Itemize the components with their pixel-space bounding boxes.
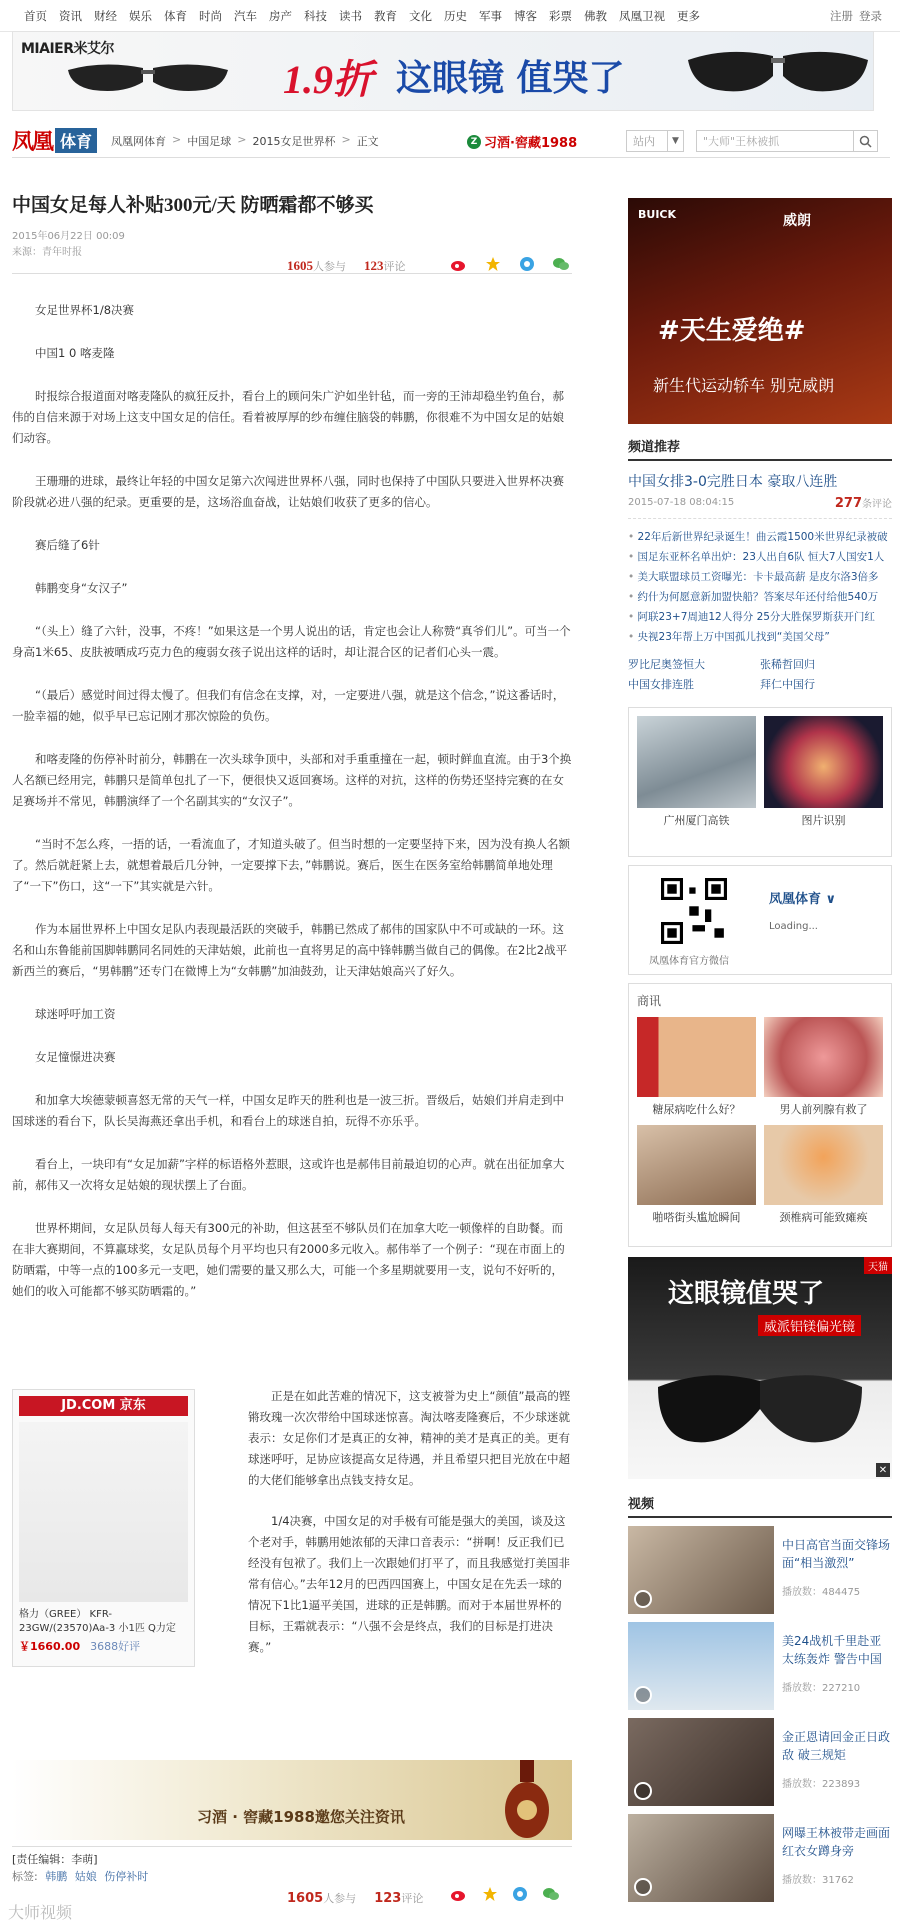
site-select-value: 站内 xyxy=(633,135,655,148)
article-paragraph: 世界杯期间，女足队员每人每天有300元的补助，但这甚至不够队员们在加拿大吃一顿像样的自助餐。而在非大赛期间，不算赢球奖，女足队员每个月平均也只有2000多元收入。郝伟举了一个例子：“现在市面上的防晒霜，中等一点的100多元一支吧，她们需要的量又那么大，可能一个多星期就要用一支，说句不好听的，她们的收入可能都不够买防晒霜的。” xyxy=(12,1221,565,1298)
business-image xyxy=(637,1017,756,1097)
article xyxy=(12,190,572,1324)
bottle-image xyxy=(502,1760,552,1840)
business-caption: 男人前列腺有救了 xyxy=(779,1103,868,1116)
breadcrumb xyxy=(111,133,379,149)
related-link[interactable]: 张稀哲回归 xyxy=(760,658,815,671)
buick-tagline: 新生代运动轿车 别克威朗 xyxy=(653,376,835,395)
star-icon[interactable] xyxy=(482,1886,498,1905)
article-source: 来源：青年时报 xyxy=(12,247,82,258)
liquor-ad[interactable] xyxy=(12,1760,572,1840)
jd-ad-reviews: 3688好评 xyxy=(90,1640,141,1653)
play-icon[interactable] xyxy=(634,1686,652,1704)
section-header xyxy=(12,124,890,158)
related-link[interactable]: 中国女排连胜 xyxy=(628,678,694,691)
sidebar xyxy=(628,198,892,1902)
photo-box xyxy=(628,707,892,857)
news-list-item[interactable]: • 约什为何愿意新加盟快船？答案尽年还付给他540万 xyxy=(628,587,892,607)
video-info xyxy=(782,1622,892,1710)
banner-brand: MIAIER米艾尔 xyxy=(21,41,115,57)
video-thumbnail xyxy=(628,1526,774,1614)
video-item[interactable] xyxy=(628,1526,892,1614)
article-paragraph: 女足憧憬进决赛 xyxy=(35,1050,116,1064)
search-icon[interactable] xyxy=(853,131,877,151)
article-paragraph: 1/4决赛，中国女足的对手极有可能是强大的美国，谈及这个老对手，韩鹏用她浓郁的天津口音表示：“拼啊！反正我们已经没有包袱了。我们上一次跟她们打平了，而且我感觉打美国非常有信心。”去年12月的巴西四国赛上，中国女足在先丢一球的情况下1比1逼平美国，进球的正是韩鹏。而对于本届世界杯的目标，王霜就表示：“八强不会是终点，我们的目标是打进决赛。” xyxy=(248,1514,570,1654)
article-paragraph: 女足世界杯1/8决赛 xyxy=(35,303,135,317)
jd-product-ad[interactable] xyxy=(12,1389,195,1667)
nav-item[interactable]: 时尚 xyxy=(199,8,222,23)
business-item[interactable] xyxy=(637,1125,756,1225)
nav-item[interactable]: 读书 xyxy=(339,8,362,23)
article-body xyxy=(12,300,572,1302)
nav-item[interactable]: 娱乐 xyxy=(129,8,152,23)
video-item[interactable] xyxy=(628,1622,892,1710)
glass-ad-sub: 威派铝镁偏光镜 xyxy=(758,1315,861,1336)
article-paragraph: 和加拿大埃德蒙顿喜怒无常的天气一样，中国女足昨天的胜利也是一波三折。晋级后，姑娘们并肩走到中国球迷的看台下，队长吴海燕还拿出手机，和看台上的球迷自拍，玩得不亦乐乎。 xyxy=(12,1093,564,1128)
participants-count: 1605 xyxy=(287,1891,324,1906)
banner-discount: 1.9折 xyxy=(283,57,373,102)
news-list-item[interactable]: • 国足东亚杯名单出炉：23人出自6队 恒大7人国安1人 xyxy=(628,547,892,567)
wechat-qr-box xyxy=(628,865,892,975)
photo-caption: 图片识别 xyxy=(801,814,846,827)
related-link[interactable]: 拜仁中国行 xyxy=(760,678,815,691)
article-title: 中国女足每人补贴300元/天 防晒霜都不够买 xyxy=(12,195,374,216)
logo-sub: 体育 xyxy=(55,128,97,153)
video-title[interactable]: 美24战机千里赴亚太练轰炸 警告中国 xyxy=(782,1634,882,1666)
jd-ad-product: 格力（GREE） KFR-23GW/(23570)Aa-3 小1匹 Q力定 xyxy=(19,1609,176,1634)
jd-ad-price xyxy=(13,1636,194,1656)
sunglasses-image xyxy=(63,58,233,98)
business-image xyxy=(764,1017,883,1097)
glass-ad-title: 这眼镜值哭了 xyxy=(668,1279,825,1309)
business-box xyxy=(628,983,892,1247)
site-select[interactable] xyxy=(626,130,684,152)
article-paragraph: 正是在如此苦难的情况下，这支被誉为史上“颜值”最高的铿锵玫瑰一次次带给中国球迷惊喜。淘汰喀麦隆赛后，不少球迷就表示：女足你们才是真正的女神，精神的美才是真正的美。更有球迷呼吁，足协应该提高女足待遇，并且希望只把目光放在中超的大佬们能够拿出点钱支持女足。 xyxy=(248,1389,571,1487)
logo-main: 凤凰 xyxy=(12,129,53,154)
business-caption: 啪嗒街头尴尬瞬间 xyxy=(652,1211,741,1224)
channel-recommend-heading: 频道推荐 xyxy=(628,436,892,461)
featured-time: 2015-07-18 08:04:15 xyxy=(628,497,735,508)
comments-count: 123 xyxy=(364,258,384,273)
nav-item[interactable]: 体育 xyxy=(164,8,187,23)
nav-item[interactable]: 资讯 xyxy=(59,8,82,23)
featured-meta xyxy=(628,496,892,511)
article-paragraph: 王珊珊的进球，最终让年轻的中国女足第六次闯进世界杯八强，同时也保持了中国队只要进入世界杯决赛阶段就必进八强的纪录。更重要的是，这场浴血奋战，让姑娘们收获了更多的信心。 xyxy=(12,474,564,509)
comments-label: 评论 xyxy=(383,260,406,273)
news-list-item[interactable]: • 阿联23+7周迪12人得分 25分大胜保罗斯获开门红 xyxy=(628,607,892,627)
video-thumbnail xyxy=(628,1814,774,1902)
nav-item[interactable]: 更多 xyxy=(677,8,700,23)
article-paragraph: 中国1 0 喀麦隆 xyxy=(35,346,115,360)
video-thumbnail xyxy=(628,1718,774,1806)
article-paragraph: 时报综合报道面对喀麦隆队的疯狂反扑，看台上的顾问朱广沪如坐针毡，而一旁的王沛却稳坐钓鱼台，郝伟的自信来源于对场上这支中国女足的信任。看着被厚厚的纱布缠住脑袋的韩鹏，你很难不为中国女足的姑娘们动容。 xyxy=(12,389,564,445)
video-item[interactable] xyxy=(628,1814,892,1902)
photo-item[interactable] xyxy=(764,716,883,848)
tags-label: 标签: xyxy=(12,1870,38,1883)
play-icon[interactable] xyxy=(634,1782,652,1800)
business-heading: 商讯 xyxy=(637,994,662,1008)
jd-ad-price-value: ￥1660.00 xyxy=(19,1640,81,1653)
video-info xyxy=(782,1814,892,1902)
news-list-item[interactable]: • 美大联盟球员工资曝光：卡卡最高薪 是皮尔洛3倍多 xyxy=(628,567,892,587)
news-list-item[interactable]: • 央视23年帮上万中国孤儿找到“美国父母” xyxy=(628,627,892,647)
related-link[interactable]: 罗比尼奥签恒大 xyxy=(628,658,705,671)
video-plays: 播放数：31762 xyxy=(782,1875,854,1886)
sunglasses-image xyxy=(683,42,873,102)
video-plays: 播放数：223893 xyxy=(782,1779,861,1790)
nav-item[interactable]: 军事 xyxy=(479,8,502,23)
nav-item[interactable]: 历史 xyxy=(444,8,467,23)
loading-indicator: Loading... xyxy=(769,921,818,932)
breadcrumb-item[interactable]: 中国足球 xyxy=(187,134,232,148)
breadcrumb-separator: > xyxy=(237,132,247,146)
sunglasses-banner-ad[interactable] xyxy=(12,31,874,111)
article-date: 2015年06月22日 00:09 xyxy=(12,231,125,242)
comment-icon[interactable] xyxy=(512,1886,528,1905)
qr-account-name-text: 凤凰体育 xyxy=(769,892,822,907)
qr-code-image xyxy=(661,878,727,944)
wechat-icon[interactable] xyxy=(542,1886,560,1905)
weibo-icon[interactable] xyxy=(450,1886,468,1905)
article-paragraph: 球迷呼吁加工资 xyxy=(35,1007,116,1021)
sponsor-text: 习酒·窖藏1988 xyxy=(484,136,578,151)
comments-count: 123 xyxy=(374,1891,402,1906)
breadcrumb-item: 正文 xyxy=(356,134,379,148)
breadcrumb-separator: > xyxy=(341,132,351,146)
related-links xyxy=(628,655,892,695)
sponsor-icon: Z xyxy=(467,135,481,149)
video-info xyxy=(782,1526,892,1614)
nav-item[interactable]: 汽车 xyxy=(234,8,257,23)
business-item[interactable] xyxy=(764,1125,883,1225)
comments[interactable] xyxy=(364,258,406,274)
play-icon[interactable] xyxy=(634,1590,652,1608)
nav-item[interactable]: 凤凰卫视 xyxy=(619,8,665,23)
video-thumbnail xyxy=(628,1622,774,1710)
article-stats xyxy=(287,258,406,274)
participants[interactable] xyxy=(287,1890,356,1906)
hand-image xyxy=(764,716,883,808)
top-nav-items xyxy=(18,8,706,24)
video-plays: 播放数：227210 xyxy=(782,1683,861,1694)
buick-slogan: #天生爱绝# xyxy=(658,316,806,346)
train-image xyxy=(637,716,756,808)
nav-item[interactable]: 文化 xyxy=(409,8,432,23)
article-paragraph: “（最后）感觉时间过得太慢了。但我们有信念在支撑，对，一定要进八强，就是这个信念，”说这番话时，一脸幸福的她，似乎早已忘记刚才那次惊险的负伤。 xyxy=(12,688,565,723)
watermark: 大师视频 xyxy=(8,1903,73,1922)
comment-icon[interactable] xyxy=(517,254,537,274)
share-bar-bottom xyxy=(450,1886,560,1905)
buick-model: 威朗 xyxy=(783,213,811,229)
video-info xyxy=(782,1718,892,1806)
top-nav xyxy=(0,0,900,32)
video-heading: 视频 xyxy=(628,1493,892,1518)
video-title[interactable]: 网曝王林被带走画面 红衣女蹲身旁 xyxy=(782,1826,891,1858)
sunglasses-image xyxy=(648,1357,872,1457)
tag-link[interactable]: 韩鹏 xyxy=(45,1870,68,1883)
breadcrumb-item[interactable]: 2015女足世界杯 xyxy=(252,134,336,148)
nav-item[interactable]: 博客 xyxy=(514,8,537,23)
breadcrumb-separator: > xyxy=(172,132,182,146)
photo-caption: 广州厦门高铁 xyxy=(663,814,730,827)
wechat-icon[interactable] xyxy=(551,254,571,274)
register-link[interactable]: 注册 xyxy=(830,8,853,23)
tmall-badge: 天猫 xyxy=(864,1257,892,1274)
featured-comments-label: 条评论 xyxy=(862,499,892,510)
jd-ad-header: JD.COM 京东 xyxy=(19,1396,188,1416)
air-conditioner-image xyxy=(19,1422,188,1602)
featured-comments[interactable] xyxy=(835,495,892,511)
search-input[interactable] xyxy=(696,130,878,152)
qr-account-name[interactable] xyxy=(769,888,836,907)
nav-item[interactable]: 房产 xyxy=(269,8,292,23)
nav-item[interactable]: 首页 xyxy=(24,8,47,23)
nav-item[interactable]: 财经 xyxy=(94,8,117,23)
article-stats-bottom xyxy=(287,1890,423,1906)
article-paragraph: 和喀麦隆的伤停补时前分，韩鹏在一次头球争顶中，头部和对手重重撞在一起，顿时鲜血直流。由于3个换人名额已经用完，韩鹏只是简单包扎了一下，便很快又返回赛场。这样的对抗，这样的伤势还坚持完赛的在女足赛场并不常见，韩鹏演绎了一个名副其实的“女汉子”。 xyxy=(12,752,572,808)
video-title[interactable]: 金正恩请回金正日政敌 破三规矩 xyxy=(782,1730,891,1762)
business-item[interactable] xyxy=(637,1017,756,1117)
ifeng-sports-logo[interactable] xyxy=(12,125,97,156)
chevron-down-icon: ∨ xyxy=(825,892,837,907)
featured-comments-count: 277 xyxy=(834,496,862,511)
video-item[interactable] xyxy=(628,1718,892,1806)
business-caption: 颈椎病可能致瘫痪 xyxy=(779,1211,868,1224)
participants-label: 人参与 xyxy=(323,1892,357,1905)
sunglasses-side-ad[interactable] xyxy=(628,1257,892,1479)
business-item[interactable] xyxy=(764,1017,883,1117)
article-paragraph: 韩鹏变身“女汉子” xyxy=(35,581,128,595)
login-link[interactable]: 登录 xyxy=(859,8,882,23)
buick-ad[interactable] xyxy=(628,198,892,424)
comments[interactable] xyxy=(374,1890,423,1906)
qr-caption: 凤凰体育官方微信 xyxy=(649,956,729,967)
tag-link[interactable]: 伤停补时 xyxy=(104,1870,149,1883)
liquor-ad-text: 习酒 · 窖藏1988邀您关注资讯 xyxy=(197,1808,405,1826)
participants[interactable] xyxy=(287,258,346,274)
video-list xyxy=(628,1526,892,1902)
chevron-down-icon: ▼ xyxy=(667,131,683,151)
star-icon[interactable] xyxy=(483,254,503,274)
buick-brand: BUICK xyxy=(638,208,677,221)
nav-item[interactable]: 教育 xyxy=(374,8,397,23)
business-image xyxy=(764,1125,883,1205)
search-placeholder: "大师"王林被抓 xyxy=(703,135,780,148)
participants-label: 人参与 xyxy=(313,260,346,273)
business-image xyxy=(637,1125,756,1205)
news-list xyxy=(628,518,892,647)
article-paragraph: 作为本届世界杯上中国女足队内表现最活跃的突破手，韩鹏已然成了郝伟的国家队中不可或缺的一环。这名和山东鲁能前国脚韩鹏同名同姓的天津姑娘，此前也一直将男足的高中锋韩鹏当做自己的偶像。在2比2战平新西兰的赛后，“男韩鹏”还专门在微博上为“女韩鹏”加油鼓劲，让天津姑娘高兴了好久。 xyxy=(12,922,568,978)
tag-link[interactable]: 姑娘 xyxy=(74,1870,97,1883)
article-paragraph: “当时不怎么疼，一捂的话，一看流血了，才知道头破了。但当时想的一定要坚持下来，因为没有换人名额了。然后就赶紧上去，就想着最后几分钟，一定要撑下去，”韩鹏说。赛后，医生在医务室给韩鹏简单地处理了“一下”伤口，这“一下”其实就是六针。 xyxy=(12,837,570,893)
article-body-continued xyxy=(248,1386,572,1678)
participants-count: 1605 xyxy=(287,258,313,273)
responsible-editor: [责任编辑：李萌] xyxy=(12,1846,572,1867)
article-paragraph: “（头上）缝了六针，没事，不疼！”如果这是一个男人说出的话，肯定也会让人称赞“真爷们儿”。可当一个身高1米65、皮肤被晒成巧克力色的瘦弱女孩子说出这样的话时，却让混合区的记者们心头一震。 xyxy=(12,624,571,659)
weibo-icon[interactable] xyxy=(449,254,469,274)
play-icon[interactable] xyxy=(634,1878,652,1896)
close-icon[interactable]: ✕ xyxy=(876,1463,890,1477)
breadcrumb-item[interactable]: 凤凰网体育 xyxy=(111,134,167,148)
nav-item[interactable]: 科技 xyxy=(304,8,327,23)
article-paragraph: 赛后缝了6针 xyxy=(35,538,100,552)
news-list-item[interactable]: • 22年后新世界纪录诞生！曲云霞1500米世界纪录被破 xyxy=(628,527,892,547)
business-caption: 糖尿病吃什么好？ xyxy=(652,1103,741,1116)
video-title[interactable]: 中日高官当面交锋场面“相当激烈” xyxy=(782,1538,891,1570)
nav-item[interactable]: 佛教 xyxy=(584,8,607,23)
article-tags xyxy=(12,1868,148,1884)
banner-slogan: 这眼镜 值哭了 xyxy=(396,58,625,99)
video-plays: 播放数：484475 xyxy=(782,1587,861,1598)
share-bar xyxy=(449,254,571,274)
featured-headline[interactable]: 中国女排3-0完胜日本 豪取八连胜 xyxy=(628,474,838,490)
photo-item[interactable] xyxy=(637,716,756,848)
article-paragraph: 看台上，一块印有“女足加薪”字样的标语格外惹眼，这或许也是郝伟目前最迫切的心声。就在出征加拿大前，郝伟又一次将女足姑娘的现状摆上了台面。 xyxy=(12,1157,565,1192)
nav-item[interactable]: 彩票 xyxy=(549,8,572,23)
sponsor-logo[interactable] xyxy=(467,132,577,151)
comments-label: 评论 xyxy=(401,1892,424,1905)
